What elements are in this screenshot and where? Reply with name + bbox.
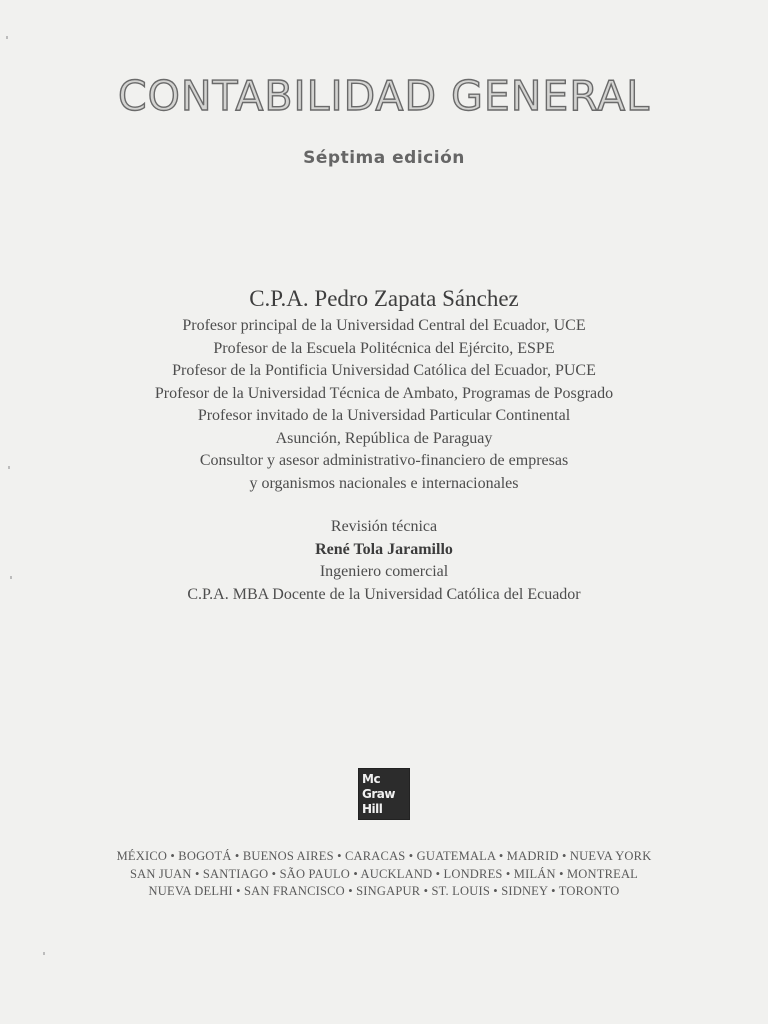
reviewer-name: René Tola Jaramillo (315, 540, 453, 558)
reviewer-line: C.P.A. MBA Docente de la Universidad Católica del Ecuador (187, 585, 581, 603)
credential-line: Profesor de la Pontificia Universidad Católica del Ecuador, PUCE (172, 362, 596, 379)
credential-line: y organismos nacionales e internacionales (249, 474, 519, 492)
credential-line: Profesor de la Universidad Técnica de Ambato, Programas de Posgrado (154, 384, 614, 402)
credential-line: Consultor y asesor administrativo-financiero de empresas (199, 452, 569, 469)
credential-line: Profesor de la Escuela Politécnica del Ejército, ESPE (213, 339, 555, 357)
scan-speck (10, 576, 12, 579)
credential-line: Profesor invitado de la Universidad Particular Continental (197, 407, 571, 424)
scan-speck (6, 36, 8, 39)
logo-text: Hill (362, 802, 383, 817)
cities-line: SAN JUAN • SANTIAGO • SÃO PAULO • AUCKLAND • LONDRES • MILÁN • MONTREAL (129, 866, 639, 881)
publisher-cities (0, 848, 768, 901)
cities-line: MÉXICO • BOGOTÁ • BUENOS AIRES • CARACAS • GUATEMALA • MADRID • NUEVA YORK (116, 849, 652, 863)
credential-line: Profesor principal de la Universidad Central del Ecuador, UCE (182, 317, 586, 334)
logo-text: Mc (362, 771, 381, 786)
cities-line: NUEVA DELHI • SAN FRANCISCO • SINGAPUR • ST. LOUIS • SIDNEY • TORONTO (148, 884, 620, 898)
book-edition: Séptima edición (303, 148, 465, 168)
author-name: C.P.A. Pedro Zapata Sánchez (249, 286, 519, 311)
reviewer-line: Ingeniero comercial (319, 563, 449, 580)
mcgraw-hill-logo (358, 768, 410, 820)
review-heading: Revisión técnica (330, 518, 438, 535)
book-title: CONTABILIDAD GENERAL (117, 72, 651, 120)
scan-speck (8, 466, 10, 469)
scan-speck (43, 952, 45, 955)
logo-text: Graw (362, 786, 395, 801)
technical-review (0, 516, 768, 606)
credential-line: Asunción, República de Paraguay (275, 429, 493, 447)
author-credentials (0, 315, 768, 495)
